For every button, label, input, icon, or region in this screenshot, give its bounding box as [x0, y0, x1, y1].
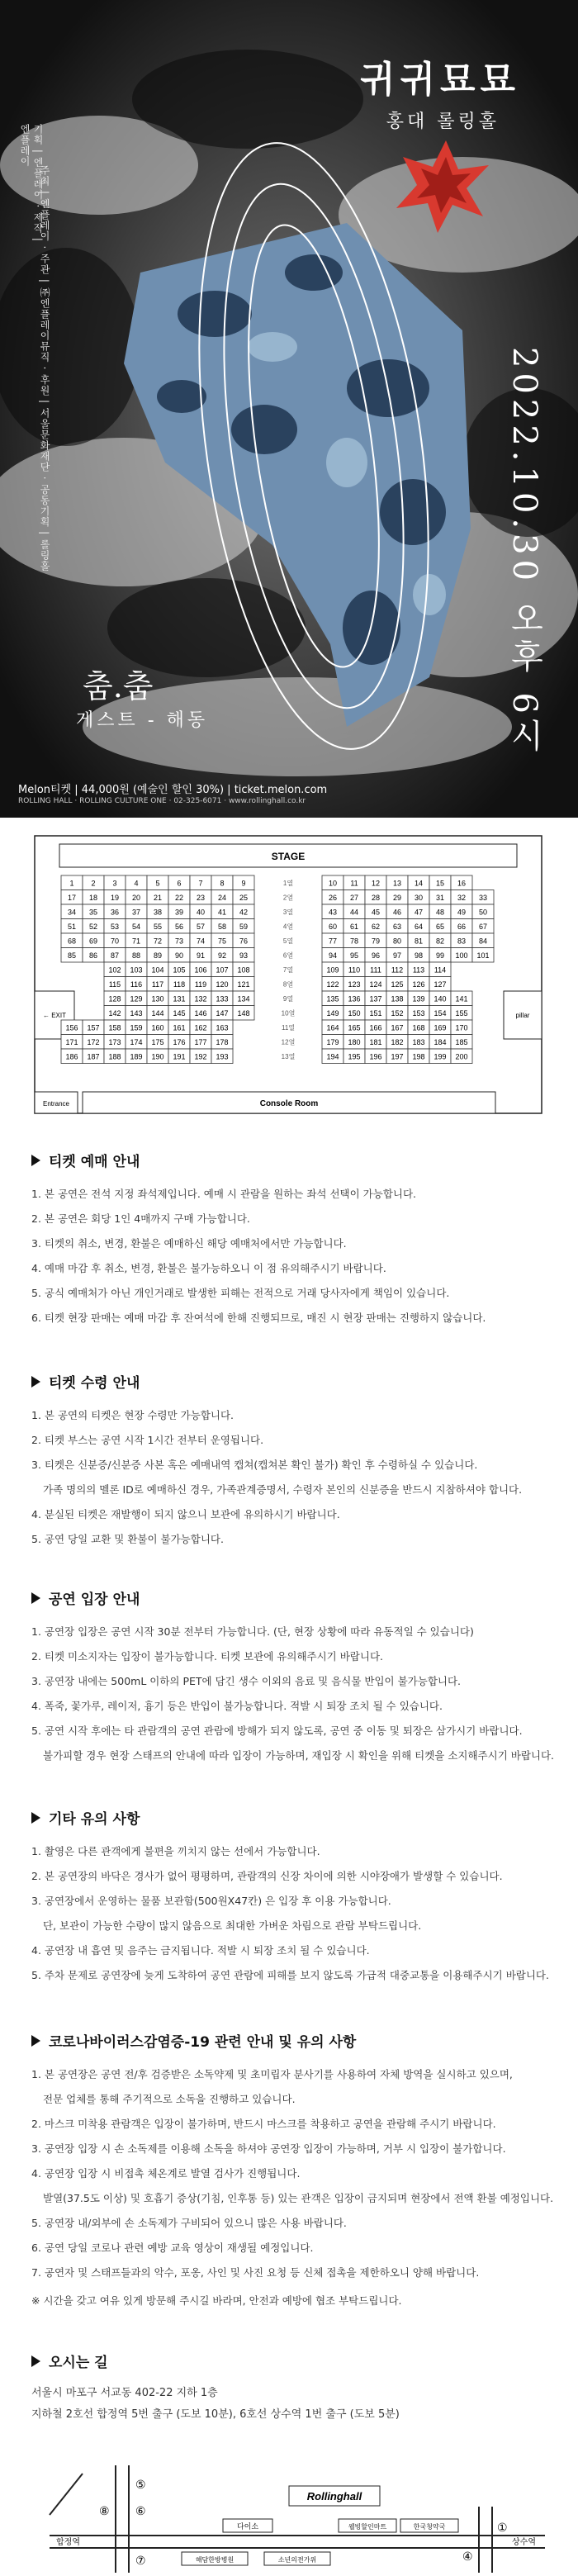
seat-number: 43	[328, 908, 338, 917]
seat-number: 193	[216, 1052, 229, 1061]
notice-item: 2. 티켓 미소지자는 입장이 불가능합니다. 티켓 보관에 유의해주시기 바랍니다.	[31, 1650, 383, 1663]
seat-number: 82	[435, 937, 445, 946]
seat-number: 182	[391, 1037, 404, 1046]
seat-number: 185	[455, 1037, 468, 1046]
seat-number: 144	[151, 1008, 164, 1018]
poster-venue: 홍대 롤링홀	[386, 111, 500, 132]
seat-number: 1	[69, 879, 74, 888]
notice-item: 2. 본 공연은 회당 1인 4매까지 구매 가능합니다.	[31, 1212, 250, 1225]
poster-date: 2022.10.30 오후 6시	[505, 347, 543, 757]
seat-number: 61	[349, 922, 359, 931]
seat-number: 32	[457, 893, 467, 902]
seat-number: 79	[371, 937, 381, 946]
seat-number: 46	[392, 908, 402, 917]
seat-number: 60	[328, 922, 338, 931]
seat-number: 159	[130, 1023, 143, 1032]
seat-number: 106	[194, 965, 207, 975]
notice-item: 3. 티켓의 취소, 변경, 환불은 예매하신 해당 예매처에서만 가능합니다.	[31, 1237, 347, 1250]
seat-number: 96	[371, 951, 381, 960]
triangle-icon	[31, 1155, 40, 1166]
seat-number: 133	[216, 994, 229, 1003]
section-covid	[31, 2030, 552, 2312]
seat-map	[0, 826, 578, 1123]
section-directions	[31, 2351, 552, 2426]
seat-number: 16	[457, 879, 467, 888]
seat-number: 110	[348, 965, 361, 975]
notice-item: 4. 예매 마감 후 취소, 변경, 환불은 불가능하오니 이 점 유의해주시기 바랍니다.	[31, 1262, 386, 1274]
exit-label: ← EXIT	[42, 1012, 67, 1019]
notice-item: 3. 공연장에서 운영하는 물품 보관함(500원X47칸) 은 입장 후 이용 가능합니다.	[31, 1895, 391, 1907]
section-title: 코로나바이러스감염증-19 관련 안내 및 유의 사항	[49, 2034, 357, 2051]
poster-credits-left: 기획 | 엔플레이 · 제작 | 엔플레이	[19, 124, 44, 242]
seat-number: 103	[130, 965, 143, 975]
row-label: 5열	[282, 937, 294, 945]
exit-1-marker: ①	[497, 2521, 508, 2534]
seat-number: 95	[349, 951, 359, 960]
seat-number: 2	[91, 879, 96, 888]
seat-number: 119	[194, 980, 207, 989]
seat-number: 180	[348, 1037, 361, 1046]
seat-number: 91	[196, 951, 206, 960]
row-label: 2열	[282, 894, 294, 902]
row-label: 6열	[282, 951, 294, 960]
seat-number: 114	[434, 965, 447, 975]
seat-number: 134	[237, 994, 250, 1003]
mart-label: 웰빙할인마트	[348, 2523, 387, 2531]
seat-number: 15	[435, 879, 445, 888]
seat-number: 189	[130, 1052, 143, 1061]
notice-item: 발열(37.5도 이상) 및 호흡기 증상(기침, 인후통 등) 있는 관객은 입장이 금지되며 현장에서 전액 환불 예정입니다.	[43, 2192, 554, 2204]
notice-item: 전문 업체를 통해 주기적으로 소독을 진행하고 있습니다.	[43, 2093, 296, 2105]
seat-number: 181	[369, 1037, 382, 1046]
seat-number: 120	[216, 980, 229, 989]
notice-item: 2. 티켓 부스는 공연 시작 1시간 전부터 운영됩니다.	[31, 1434, 264, 1446]
section-entry	[31, 1587, 555, 1768]
seat-number: 19	[110, 893, 120, 902]
seat-number: 108	[237, 965, 250, 975]
seat-number: 198	[412, 1052, 425, 1061]
seat-number: 154	[434, 1008, 447, 1018]
seat-number: 127	[434, 980, 447, 989]
seat-number: 149	[326, 1008, 339, 1018]
seat-number: 104	[151, 965, 164, 975]
seat-number: 18	[88, 893, 98, 902]
seat-number: 92	[217, 951, 227, 960]
subway-directions: 지하철 2호선 합정역 5번 출구 (도보 10분), 6호선 상수역 1번 출구 (도보 5분)	[31, 2408, 400, 2421]
seat-number: 168	[412, 1023, 425, 1032]
entrance-label: Entrance	[42, 1100, 70, 1108]
seat-number: 151	[369, 1008, 382, 1018]
triangle-icon	[31, 1592, 40, 1604]
triangle-icon	[31, 1376, 40, 1388]
seat-number: 166	[369, 1023, 382, 1032]
seat-number: 100	[455, 951, 468, 960]
seat-number: 24	[217, 893, 227, 902]
seat-number: 77	[328, 937, 338, 946]
seat-number: 90	[174, 951, 184, 960]
daiso-label: 다이소	[236, 2522, 259, 2531]
seat-number: 29	[392, 893, 402, 902]
seat-number: 39	[174, 908, 184, 917]
notice-item: 1. 본 공연은 전석 지정 좌석제입니다. 예매 시 관람을 원하는 좌석 선택이 가능합니다.	[31, 1188, 417, 1200]
section-title: 티켓 예매 안내	[49, 1154, 140, 1170]
row-label: 1열	[282, 879, 294, 887]
notice-item: 5. 공연장 내/외부에 손 소독제가 구비되어 있으니 많은 사용 바랍니다.	[31, 2217, 347, 2229]
notice-item: 2. 본 공연장의 바닥은 경사가 없어 평평하며, 관람객의 신장 차이에 의한 시야장애가 발생할 수 있습니다.	[31, 1870, 503, 1882]
seat-number: 125	[391, 980, 404, 989]
notice-item: 4. 공연장 입장 시 비접촉 체온계로 발열 검사가 진행됩니다.	[31, 2167, 301, 2180]
notice-item: 1. 본 공연의 티켓은 현장 수령만 가능합니다.	[31, 1409, 235, 1421]
seat-number: 98	[414, 951, 424, 960]
seat-number: 25	[239, 893, 249, 902]
seat-number: 109	[326, 965, 339, 975]
seat-number: 10	[328, 879, 338, 888]
seat-number: 49	[457, 908, 467, 917]
seat-number: 126	[412, 980, 425, 989]
seat-number: 31	[435, 893, 445, 902]
triangle-icon	[31, 1812, 40, 1824]
rollinghall-label: Rollinghall	[306, 2490, 362, 2502]
seat-number: 121	[237, 980, 250, 989]
seat-number: 71	[131, 937, 141, 946]
store-label: 소년의전가위	[277, 2556, 317, 2564]
seat-number: 122	[326, 980, 339, 989]
seat-number: 72	[153, 937, 163, 946]
seat-number: 153	[412, 1008, 425, 1018]
seat-number: 13	[392, 879, 402, 888]
seat-number: 101	[476, 951, 490, 960]
seat-number: 75	[217, 937, 227, 946]
seat-number: 51	[67, 922, 77, 931]
seat-number: 162	[194, 1023, 207, 1032]
seat-number: 6	[177, 879, 182, 888]
seat-number: 123	[348, 980, 361, 989]
seat-number: 152	[391, 1008, 404, 1018]
poster-venue-info: ROLLING HALL · ROLLING CULTURE ONE · 02-325-6071 · www.rollinghall.co.kr	[18, 797, 306, 805]
seat-number: 14	[414, 879, 424, 888]
seat-number: 184	[434, 1037, 447, 1046]
section-title: 공연 입장 안내	[49, 1592, 140, 1608]
seat-number: 65	[435, 922, 445, 931]
concert-poster	[0, 0, 578, 818]
seat-number: 141	[455, 994, 468, 1003]
seat-number: 199	[434, 1052, 447, 1061]
seat-number: 150	[348, 1008, 361, 1018]
seat-number: 67	[478, 922, 488, 931]
triangle-icon	[31, 2035, 40, 2047]
covid-note: ※ 시간을 갖고 여유 있게 방문해 주시길 바라며, 안전과 예방에 협조 부탁드립니다.	[31, 2294, 402, 2307]
seat-number: 105	[173, 965, 186, 975]
row-label: 3열	[282, 908, 294, 916]
seat-number: 50	[478, 908, 488, 917]
seat-number: 62	[371, 922, 381, 931]
section-title: 기타 유의 사항	[49, 1811, 140, 1828]
sangsu-station-label: 상수역	[512, 2538, 536, 2547]
notice-item: 7. 공연자 및 스태프들과의 악수, 포옹, 사인 및 사진 요청 등 신체 접촉을 제한하오니 양해 바랍니다.	[31, 2266, 480, 2279]
seat-number: 52	[88, 922, 98, 931]
poster-guest: 게스트 - 해동	[76, 710, 209, 731]
seat-number: 38	[153, 908, 163, 917]
seat-number: 70	[110, 937, 120, 946]
seat-number: 169	[434, 1023, 447, 1032]
exit-6-marker: ⑥	[135, 2504, 146, 2517]
seat-number: 97	[392, 951, 402, 960]
seat-number: 175	[151, 1037, 164, 1046]
seat-number: 179	[326, 1037, 339, 1046]
seat-number: 183	[412, 1037, 425, 1046]
seat-number: 155	[455, 1008, 468, 1018]
seat-number: 66	[457, 922, 467, 931]
seat-number: 157	[87, 1023, 100, 1032]
seat-number: 139	[412, 994, 425, 1003]
seat-number: 93	[239, 951, 249, 960]
seat-number: 47	[414, 908, 424, 917]
notice-item: 6. 티켓 현장 판매는 예매 마감 후 잔여석에 한해 진행되므로, 매진 시 현장 판매는 진행하지 않습니다.	[31, 1312, 486, 1324]
seat-number: 12	[371, 879, 381, 888]
seat-number: 194	[326, 1052, 339, 1061]
seat-number: 129	[130, 994, 143, 1003]
seat-number: 171	[65, 1037, 78, 1046]
seat-number: 196	[369, 1052, 382, 1061]
seat-number: 117	[151, 980, 164, 989]
stage-label: STAGE	[271, 851, 306, 862]
seat-number: 68	[67, 937, 77, 946]
seat-number: 30	[414, 893, 424, 902]
seat-number: 132	[194, 994, 207, 1003]
notice-item: 1. 공연장 입장은 공연 시작 30분 전부터 가능합니다. (단, 현장 상황에 따라 유동적일 수 있습니다)	[31, 1625, 474, 1638]
seat-number: 113	[412, 965, 425, 975]
venue-address: 서울시 마포구 서교동 402-22 지하 1층	[31, 2387, 218, 2399]
seat-number: 22	[174, 893, 184, 902]
seat-number: 174	[130, 1037, 143, 1046]
seat-number: 190	[151, 1052, 164, 1061]
hapjeong-station-label: 합정역	[56, 2538, 80, 2547]
section-other-notes	[31, 1807, 552, 1988]
seat-number: 160	[151, 1023, 164, 1032]
seat-number: 45	[371, 908, 381, 917]
seat-number: 143	[130, 1008, 143, 1018]
seat-number: 178	[216, 1037, 229, 1046]
notice-item: 4. 분실된 티켓은 재발행이 되지 않으니 보관에 유의하시기 바랍니다.	[31, 1508, 340, 1520]
seat-number: 156	[65, 1023, 78, 1032]
seat-number: 78	[349, 937, 359, 946]
seat-number: 173	[108, 1037, 121, 1046]
seat-number: 191	[173, 1052, 186, 1061]
poster-ticket-info: Melon티켓 | 44,000원 (예술인 할인 30%) | ticket.melon.com	[18, 784, 328, 796]
location-map	[17, 2457, 561, 2573]
seat-number: 131	[173, 994, 186, 1003]
seat-number: 135	[326, 994, 339, 1003]
seat-number: 172	[87, 1037, 100, 1046]
seat-number: 85	[67, 951, 77, 960]
seat-number: 187	[87, 1052, 100, 1061]
seat-number: 142	[108, 1008, 121, 1018]
seat-number: 148	[237, 1008, 250, 1018]
seat-number: 88	[131, 951, 141, 960]
seat-number: 80	[392, 937, 402, 946]
seat-number: 116	[130, 980, 143, 989]
seat-number: 186	[65, 1052, 78, 1061]
notice-item: 4. 폭죽, 꽃가루, 레이저, 흉기 등은 반입이 불가능합니다. 적발 시 퇴장 조치 될 수 있습니다.	[31, 1700, 443, 1712]
seat-number: 41	[217, 908, 227, 917]
seat-number: 23	[196, 893, 206, 902]
seat-number: 161	[173, 1023, 186, 1032]
notice-item: 2. 마스크 미착용 관람객은 입장이 불가하며, 반드시 마스크를 착용하고 공연을 관람해 주시기 바랍니다.	[31, 2118, 496, 2130]
seat-number: 17	[67, 893, 77, 902]
seat-number: 63	[392, 922, 402, 931]
notice-item: 1. 본 공연장은 공연 전/후 검증받은 소독약제 및 초미립자 분사기를 사용하여 자체 방역을 실시하고 있으며,	[31, 2068, 513, 2080]
seat-number: 26	[328, 893, 338, 902]
seat-number: 94	[328, 951, 338, 960]
seat-number: 27	[349, 893, 359, 902]
seat-number: 145	[173, 1008, 186, 1018]
row-label: 10열	[281, 1009, 296, 1018]
section-ticket-booking	[31, 1150, 552, 1331]
notice-item: 3. 공연장 내에는 500mL 이하의 PET에 담긴 생수 이외의 음료 및 음식물 반입이 불가능합니다.	[31, 1675, 462, 1687]
seat-number: 197	[391, 1052, 404, 1061]
seat-number: 136	[348, 994, 361, 1003]
notice-item: 1. 촬영은 다른 관객에게 불편을 끼치지 않는 선에서 가능합니다.	[31, 1845, 320, 1857]
seat-number: 176	[173, 1037, 186, 1046]
notice-item: 5. 공연 당일 교환 및 환불이 불가능합니다.	[31, 1533, 224, 1545]
seat-number: 107	[216, 965, 229, 975]
pharmacy-label: 한국청약국	[413, 2523, 446, 2531]
seat-number: 140	[434, 994, 447, 1003]
pillar-label: pillar	[515, 1012, 530, 1019]
seat-number: 111	[370, 965, 381, 975]
seat-number: 81	[414, 937, 424, 946]
seat-number: 28	[371, 893, 381, 902]
seat-number: 118	[173, 980, 186, 989]
seat-number: 21	[153, 893, 163, 902]
seat-number: 7	[198, 879, 203, 888]
notice-item: 3. 공연장 입장 시 손 소독제를 이용해 소독을 하셔야 공연장 입장이 가능하며, 거부 시 입장이 불가합니다.	[31, 2142, 506, 2155]
seat-number: 64	[414, 922, 424, 931]
seat-number: 36	[110, 908, 120, 917]
seat-number: 158	[108, 1023, 121, 1032]
section-title: 티켓 수령 안내	[49, 1375, 140, 1392]
notice-item: 불가피할 경우 현장 스태프의 안내에 따라 입장이 가능하며, 재입장 시 확인을 위해 티켓을 소지해주시기 바랍니다.	[43, 1749, 555, 1762]
seat-number: 55	[153, 922, 163, 931]
seat-number: 177	[194, 1037, 207, 1046]
seat-number: 87	[110, 951, 120, 960]
seat-number: 5	[155, 879, 160, 888]
seat-number: 40	[196, 908, 206, 917]
poster-artist: 춤.춤	[83, 668, 154, 704]
hospital-label: 해담한방병원	[195, 2556, 235, 2564]
seat-number: 74	[196, 937, 206, 946]
seat-number: 69	[88, 937, 98, 946]
seat-number: 195	[348, 1052, 361, 1061]
section-title: 오시는 길	[49, 2355, 108, 2371]
notice-item: 5. 주차 문제로 공연장에 늦게 도착하여 공연 관람에 피해를 보지 않도록 가급적 대중교통을 이용해주시기 바랍니다.	[31, 1969, 549, 1981]
row-label: 13열	[281, 1052, 296, 1060]
seat-number: 188	[108, 1052, 121, 1061]
seat-number: 130	[151, 994, 164, 1003]
seat-number: 86	[88, 951, 98, 960]
seat-number: 165	[348, 1023, 361, 1032]
seat-number: 37	[131, 908, 141, 917]
seat-number: 44	[349, 908, 359, 917]
seat-number: 146	[194, 1008, 207, 1018]
seat-number: 56	[174, 922, 184, 931]
row-label: 4열	[282, 923, 294, 931]
row-label: 7열	[282, 965, 294, 974]
exit-4-marker: ④	[462, 2550, 473, 2563]
triangle-icon	[31, 2355, 40, 2367]
seat-number: 163	[216, 1023, 229, 1032]
seat-number: 83	[457, 937, 467, 946]
seat-number: 33	[478, 893, 488, 902]
seat-number: 9	[241, 879, 246, 888]
notice-item: 가족 명의의 멜론 ID로 예매하신 경우, 가족관계증명서, 수령자 본인의 신분증을 반드시 지참하셔야 합니다.	[43, 1483, 523, 1496]
notice-item: 5. 공식 예매처가 아닌 개인거래로 발생한 피해는 전적으로 거래 당사자에게 책임이 있습니다.	[31, 1287, 450, 1299]
seat-number: 4	[134, 879, 139, 888]
seat-number: 73	[174, 937, 184, 946]
seat-number: 3	[112, 879, 117, 888]
seat-number: 53	[110, 922, 120, 931]
seat-number: 54	[131, 922, 141, 931]
seat-number: 8	[220, 879, 225, 888]
row-label: 11열	[281, 1023, 296, 1032]
seat-number: 34	[67, 908, 77, 917]
seat-number: 42	[239, 908, 249, 917]
seat-number: 89	[153, 951, 163, 960]
row-label: 9열	[282, 994, 294, 1003]
poster-credits-right: 주최 | 엔플레이 · 주관 | ㈜엔플레이뮤직 · 후원 | 서울문화재단 · 공동기획 | 롤링홀	[39, 165, 50, 572]
seat-number: 76	[239, 937, 249, 946]
seat-number: 20	[131, 893, 141, 902]
exit-7-marker: ⑦	[135, 2554, 146, 2567]
seat-number: 112	[391, 965, 404, 975]
notice-item: 6. 공연 당일 코로나 관련 예방 교육 영상이 재생될 예정입니다.	[31, 2242, 314, 2254]
section-ticket-pickup	[31, 1371, 552, 1552]
exit-8-marker: ⑧	[99, 2504, 110, 2517]
notice-item: 5. 공연 시작 후에는 타 관람객의 공연 관람에 방해가 되지 않도록, 공연 중 이동 및 퇴장은 삼가시기 바랍니다.	[31, 1724, 523, 1737]
seat-number: 170	[455, 1023, 468, 1032]
seat-number: 124	[369, 980, 382, 989]
notice-item: 4. 공연장 내 흡연 및 음주는 금지됩니다. 적발 시 퇴장 조치 될 수 있습니다.	[31, 1944, 370, 1957]
seat-number: 57	[196, 922, 206, 931]
seat-number: 99	[435, 951, 445, 960]
row-label: 12열	[281, 1038, 296, 1046]
console-room-label: Console Room	[259, 1099, 319, 1108]
seat-number: 137	[369, 994, 382, 1003]
seat-number: 164	[326, 1023, 339, 1032]
seat-number: 167	[391, 1023, 404, 1032]
seat-number: 84	[478, 937, 488, 946]
seat-number: 59	[239, 922, 249, 931]
poster-title: 귀귀묘묘	[359, 59, 520, 101]
seat-number: 11	[350, 879, 358, 888]
seat-number: 138	[391, 994, 404, 1003]
notice-item: 단, 보관이 가능한 수량이 많지 않음으로 최대한 가벼운 차림으로 관람 부탁드립니다.	[43, 1919, 422, 1932]
seat-number: 48	[435, 908, 445, 917]
seat-number: 35	[88, 908, 98, 917]
notice-item: 3. 티켓은 신분증/신분증 사본 혹은 예매내역 캡쳐(캡쳐본 확인 불가) 확인 후 수령하실 수 있습니다.	[31, 1459, 478, 1471]
seat-number: 147	[216, 1008, 229, 1018]
seat-number: 102	[108, 965, 121, 975]
row-label: 8열	[282, 980, 294, 989]
seat-number: 192	[194, 1052, 207, 1061]
seat-number: 58	[217, 922, 227, 931]
seat-number: 128	[108, 994, 121, 1003]
exit-5-marker: ⑤	[135, 2478, 146, 2491]
seat-number: 200	[455, 1052, 468, 1061]
seat-number: 115	[108, 980, 121, 989]
